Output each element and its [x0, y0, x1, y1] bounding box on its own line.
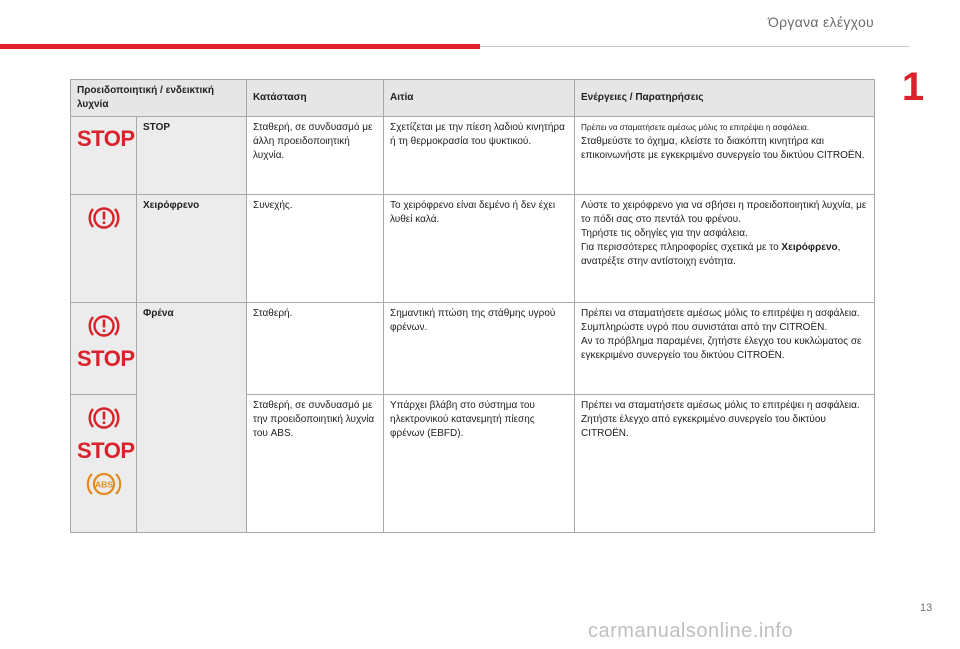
table-row — [71, 195, 875, 303]
section-title: Όργανα ελέγχου — [768, 14, 874, 30]
action-line — [581, 241, 868, 269]
header-actions: Ενέργειες / Παρατηρήσεις — [575, 80, 875, 117]
table-header-row — [71, 80, 875, 117]
brake-warning-icon — [87, 403, 121, 433]
page-number: 13 — [920, 602, 933, 614]
action-text: Για περισσότερες πληροφορίες σχετικά με το — [581, 242, 779, 253]
action-text: , ανατρέξτε στην αντίστοιχη ενότητα. — [581, 242, 841, 267]
table-row — [71, 117, 875, 195]
action-line: Τηρήστε τις οδηγίες για την ασφάλεια. — [581, 228, 748, 239]
stop-icon: STOP — [77, 126, 135, 151]
state-cell: Συνεχής. — [247, 195, 384, 303]
header-red-bar — [0, 44, 480, 49]
action-line: Σταθμεύστε το όχημα, κλείστε το διακόπτη κινητήρα και επικοινωνήστε με εγκεκριμένο συνεργείο του δικτύου CITROËN. — [581, 136, 865, 161]
action-line: Συμπληρώστε υγρό που συνιστάται από την CITROËN. — [581, 322, 828, 333]
watermark: carmanualsonline.info — [588, 620, 794, 642]
brake-warning-icon — [87, 203, 121, 233]
cause-cell: Σημαντική πτώση της στάθμης υγρού φρένων. — [384, 303, 575, 395]
action-bold-term: Χειρόφρενο — [781, 242, 838, 253]
warning-lights-table — [70, 79, 875, 533]
action-line: Πρέπει να σταματήσετε αμέσως μόλις το επιτρέψει η ασφάλεια. — [581, 400, 860, 411]
chapter-number: 1 — [901, 65, 925, 109]
light-name: Χειρόφρενο — [137, 195, 247, 303]
action-cell — [575, 117, 875, 195]
state-cell: Σταθερή. — [247, 303, 384, 395]
icon-cell — [71, 303, 137, 395]
table-row — [71, 303, 875, 395]
header-warning-light: Προειδοποιητική / ενδεικτική λυχνία — [71, 80, 247, 117]
icon-cell — [71, 117, 137, 195]
cause-cell: Σχετίζεται με την πίεση λαδιού κινητήρα ή τη θερμοκρασία του ψυκτικού. — [384, 117, 575, 195]
header-grey-rule — [480, 46, 910, 47]
header-state: Κατάσταση — [247, 80, 384, 117]
action-line: Ζητήστε έλεγχο από εγκεκριμένο συνεργείο του δικτύου CITROËN. — [581, 414, 826, 439]
cause-cell: Υπάρχει βλάβη στο σύστημα του ηλεκτρονικού κατανεμητή πίεσης φρένων (EBFD). — [384, 395, 575, 533]
action-cell — [575, 395, 875, 533]
action-line: Αν το πρόβλημα παραμένει, ζητήστε έλεγχο του κυκλώματος σε εγκεκριμένο συνεργείο του δικτύου CITROËN. — [581, 336, 862, 361]
action-cell — [575, 195, 875, 303]
abs-icon-label: ABS — [94, 479, 113, 490]
cause-cell: Το χειρόφρενο είναι δεμένο ή δεν έχει λυθεί καλά. — [384, 195, 575, 303]
state-cell: Σταθερή, σε συνδυασμό με την προειδοποιητική λυχνία του ABS. — [247, 395, 384, 533]
state-cell: Σταθερή, σε συνδυασμό με άλλη προειδοποιητική λυχνία. — [247, 117, 384, 195]
action-line: Λύστε το χειρόφρενο για να σβήσει η προειδοποιητική λυχνία, με το πόδι σας στο πεντάλ του φρένου. — [581, 200, 867, 225]
stop-icon: STOP — [77, 346, 135, 371]
abs-icon — [86, 469, 122, 499]
header-cause: Αιτία — [384, 80, 575, 117]
light-name: Φρένα — [137, 303, 247, 533]
action-line: Πρέπει να σταματήσετε αμέσως μόλις το επιτρέψει η ασφάλεια. — [581, 308, 860, 319]
icon-cell — [71, 395, 137, 533]
action-line: Πρέπει να σταματήσετε αμέσως μόλις το επιτρέψει η ασφάλεια. — [581, 123, 810, 132]
brake-warning-icon — [87, 311, 121, 341]
icon-cell — [71, 195, 137, 303]
light-name: STOP — [137, 117, 247, 195]
stop-icon: STOP — [77, 438, 135, 463]
action-cell — [575, 303, 875, 395]
